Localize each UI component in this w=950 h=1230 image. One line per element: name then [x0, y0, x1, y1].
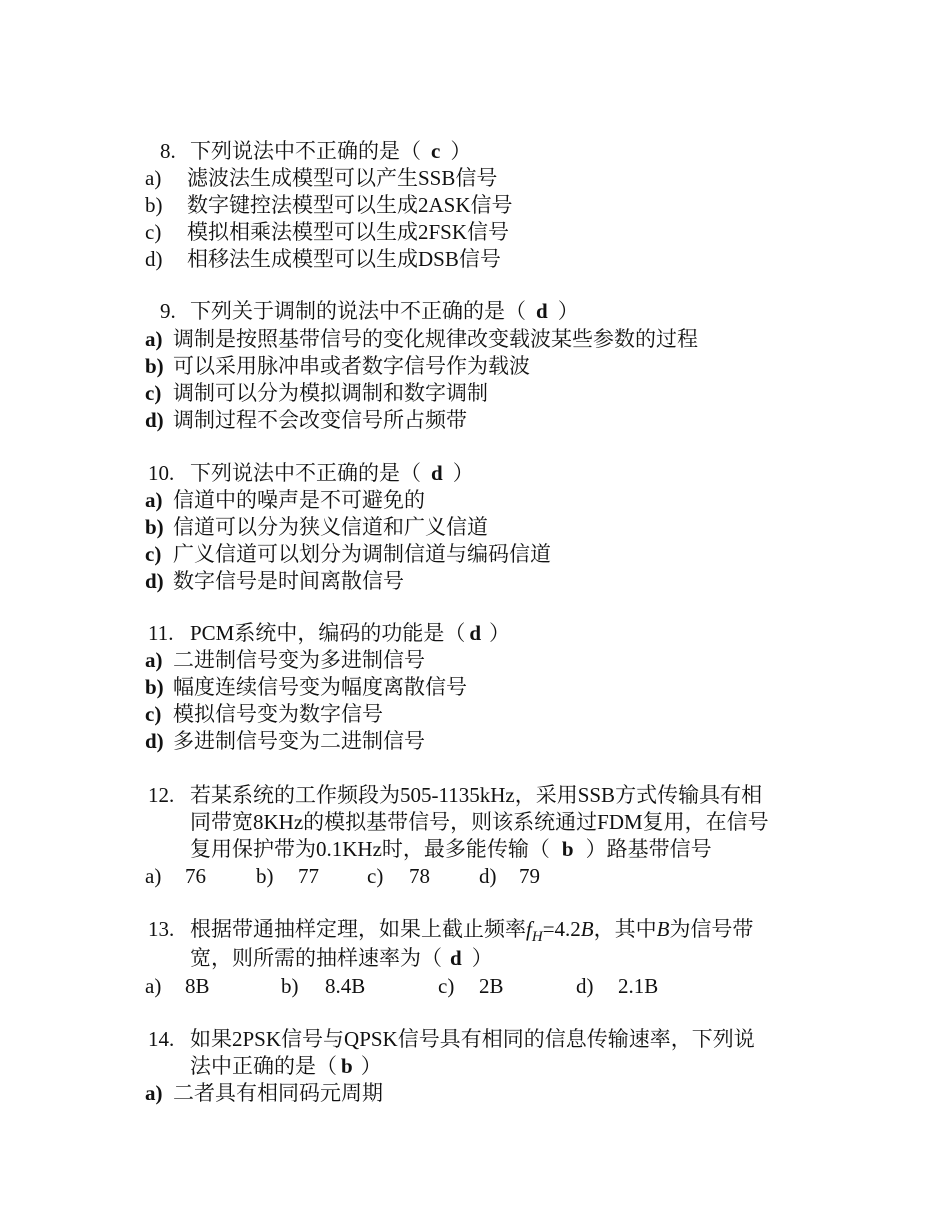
- question-text: ，其中: [593, 917, 657, 941]
- option-letter: c): [145, 381, 162, 405]
- option-text: 79: [519, 864, 540, 888]
- option-text: 数字信号是时间离散信号: [173, 569, 404, 593]
- close-paren: ）: [557, 299, 579, 323]
- formula-value: =4.2: [542, 917, 581, 941]
- option-text: 广义信道可以划分为调制信道与编码信道: [173, 542, 551, 566]
- options-row: [145, 973, 658, 1000]
- question-text: 宽，则所需的抽样速率为（: [190, 946, 442, 970]
- option-letter: d): [145, 247, 163, 271]
- option-text: 模拟信号变为数字信号: [173, 702, 383, 726]
- option-text: 数字键控法模型可以生成2ASK信号: [187, 193, 513, 217]
- formula-b: B: [656, 917, 670, 941]
- question-number: 14.: [148, 1027, 175, 1051]
- question-number: 13.: [148, 917, 175, 941]
- question-text: 法中正确的是（: [190, 1054, 337, 1078]
- option-d: [145, 246, 501, 273]
- option-c: [145, 541, 551, 568]
- answer: c: [431, 139, 441, 163]
- option-letter: c): [367, 864, 384, 888]
- question-text: 为信号带: [669, 917, 754, 941]
- question-8-stem: [160, 138, 471, 165]
- answer: d: [450, 946, 462, 970]
- option-d: [145, 728, 425, 755]
- option-text: 77: [298, 864, 319, 888]
- option-text: 多进制信号变为二进制信号: [173, 729, 425, 753]
- option-b: [145, 514, 488, 541]
- option-letter: d): [479, 864, 497, 888]
- question-text: 下列说法中不正确的是（: [190, 139, 421, 163]
- option-c: [145, 219, 509, 246]
- formula-f: f: [526, 917, 532, 941]
- option-letter: d): [145, 408, 164, 432]
- option-text: 二进制信号变为多进制信号: [173, 648, 425, 672]
- option-text: 调制可以分为模拟调制和数字调制: [173, 381, 488, 405]
- option-text: 信道中的噪声是不可避免的: [173, 488, 425, 512]
- option-c: [145, 701, 383, 728]
- answer: d: [536, 299, 548, 323]
- option-letter: d): [145, 729, 164, 753]
- formula-subscript: H: [531, 929, 543, 945]
- question-11-stem: [148, 620, 510, 647]
- option-letter: b): [281, 974, 299, 998]
- question-12-line-1: [148, 782, 762, 809]
- option-letter: c): [438, 974, 455, 998]
- option-a: [145, 326, 698, 353]
- question-text: 复用保护带为0.1KHz时，最多能传输（: [190, 837, 550, 861]
- question-12-line-3: [190, 836, 712, 863]
- option-text: 相移法生成模型可以生成DSB信号: [187, 247, 501, 271]
- option-letter: a): [145, 974, 162, 998]
- option-text: 2B: [479, 974, 504, 998]
- question-12-line-2: [190, 809, 769, 836]
- option-text: 8B: [185, 974, 210, 998]
- question-text: 同带宽8KHz的模拟基带信号，则该系统通过FDM复用，在信号: [190, 810, 769, 834]
- option-letter: a): [145, 488, 163, 512]
- option-letter: d): [145, 569, 164, 593]
- question-text: ）路基带信号: [585, 837, 712, 861]
- option-a: [145, 1080, 383, 1107]
- question-number: 8.: [160, 139, 176, 163]
- option-letter: a): [145, 648, 163, 672]
- question-number: 12.: [148, 783, 175, 807]
- close-paren: ）: [452, 461, 474, 485]
- question-number: 10.: [148, 461, 175, 485]
- option-letter: c): [145, 542, 162, 566]
- question-13-line-2: [190, 945, 493, 972]
- option-letter: d): [576, 974, 594, 998]
- option-text: 滤波法生成模型可以产生SSB信号: [187, 166, 498, 190]
- option-text: 8.4B: [325, 974, 366, 998]
- option-text: 调制是按照基带信号的变化规律改变载波某些参数的过程: [173, 327, 698, 351]
- option-letter: a): [145, 327, 163, 351]
- option-letter: a): [145, 166, 162, 190]
- answer: b: [561, 837, 574, 861]
- option-c: [145, 380, 488, 407]
- question-text: 下列说法中不正确的是（: [190, 461, 421, 485]
- option-a: [145, 487, 425, 514]
- question-text: 如果2PSK信号与QPSK信号具有相同的信息传输速率，下列说: [190, 1027, 755, 1051]
- question-13-line-1: [148, 916, 753, 943]
- option-letter: b): [145, 354, 164, 378]
- question-text: 若某系统的工作频段为505-1135kHz，采用SSB方式传输具有相: [190, 783, 763, 807]
- option-text: 模拟相乘法模型可以生成2FSK信号: [187, 220, 510, 244]
- question-14-line-1: [148, 1026, 755, 1053]
- option-b: [145, 674, 467, 701]
- question-text: 根据带通抽样定理，如果上截止频率: [190, 917, 526, 941]
- option-b: [145, 192, 513, 219]
- option-letter: b): [256, 864, 274, 888]
- option-letter: a): [145, 864, 162, 888]
- option-a: [145, 647, 425, 674]
- close-paren: ）: [360, 1054, 382, 1078]
- option-text: 信道可以分为狭义信道和广义信道: [173, 515, 488, 539]
- question-text: 下列关于调制的说法中不正确的是（: [190, 299, 526, 323]
- answer: d: [469, 621, 482, 645]
- option-b: [145, 353, 530, 380]
- question-number: 9.: [160, 299, 176, 323]
- option-d: [145, 407, 467, 434]
- option-text: 可以采用脉冲串或者数字信号作为载波: [173, 354, 530, 378]
- question-number: 11.: [148, 621, 174, 645]
- question-9-stem: [160, 298, 579, 325]
- option-text: 78: [409, 864, 430, 888]
- option-text: 76: [185, 864, 206, 888]
- options-row: [145, 863, 540, 890]
- close-paren: ）: [471, 946, 493, 970]
- formula-b: B: [580, 917, 594, 941]
- answer: b: [341, 1054, 353, 1078]
- option-letter: b): [145, 675, 164, 699]
- option-letter: b): [145, 193, 163, 217]
- close-paren: ）: [489, 621, 511, 645]
- option-letter: a): [145, 1081, 163, 1105]
- question-text: PCM系统中，编码的功能是（: [190, 621, 466, 645]
- close-paren: ）: [450, 139, 472, 163]
- answer: d: [431, 461, 443, 485]
- question-14-line-2: [190, 1053, 382, 1080]
- question-10-stem: [148, 460, 474, 487]
- option-text: 调制过程不会改变信号所占频带: [173, 408, 467, 432]
- option-text: 幅度连续信号变为幅度离散信号: [173, 675, 467, 699]
- option-text: 二者具有相同码元周期: [173, 1081, 383, 1105]
- option-letter: c): [145, 220, 162, 244]
- option-d: [145, 568, 404, 595]
- option-letter: c): [145, 702, 162, 726]
- option-text: 2.1B: [618, 974, 659, 998]
- option-a: [145, 165, 497, 192]
- option-letter: b): [145, 515, 164, 539]
